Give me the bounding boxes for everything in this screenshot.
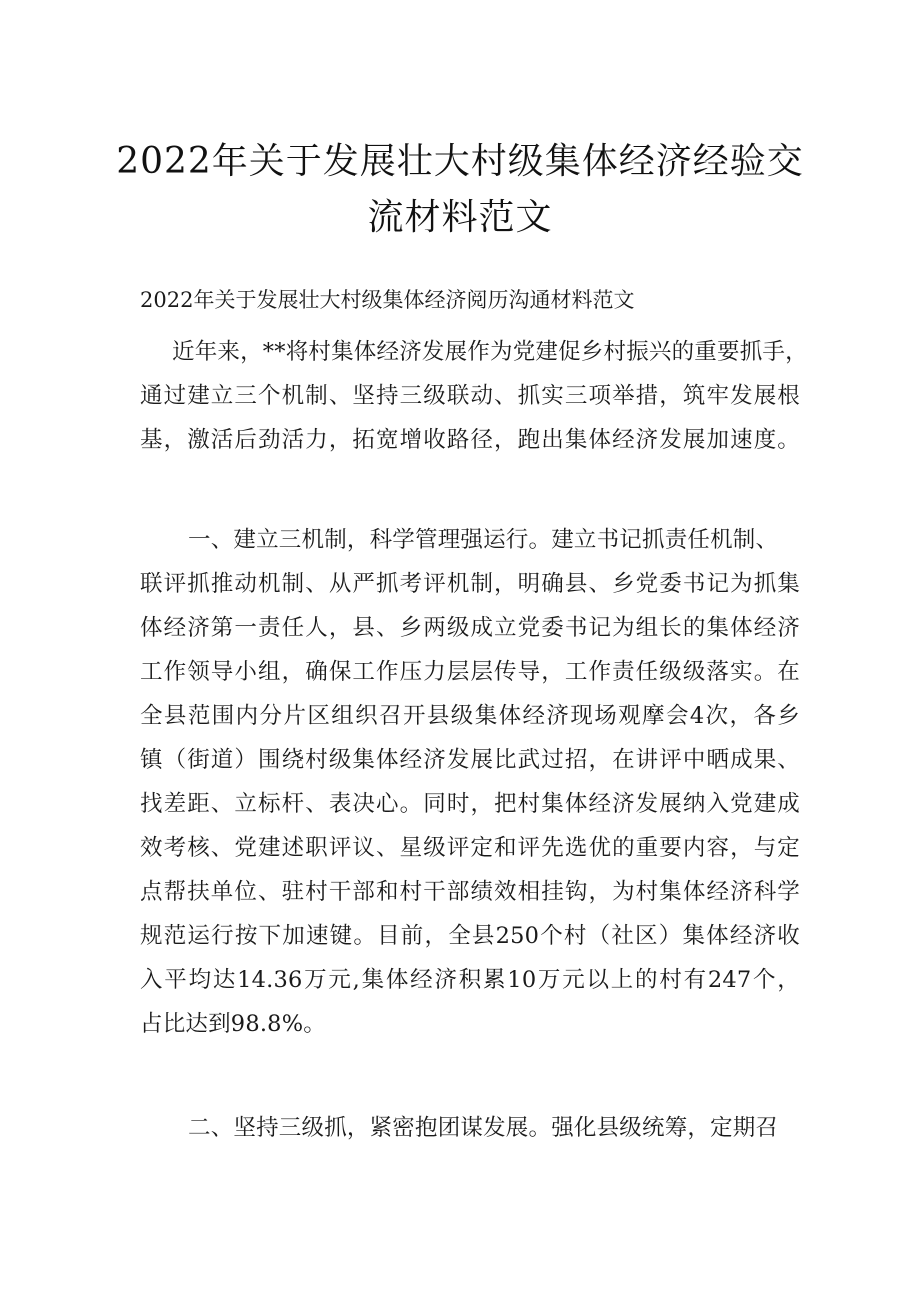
section1-line-7: 找差距、立标杆、表决心。同时，把村集体经济发展纳入党建成 [140, 791, 800, 817]
section1-line-8: 效考核、党建述职评议、星级评定和评先选优的重要内容，与定 [140, 835, 800, 861]
document-title-line-1: 2022年关于发展壮大村级集体经济经验交 [116, 141, 804, 182]
intro-line-3: 基，激活后劲活力，拓宽增收路径，跑出集体经济发展加速度。 [140, 427, 800, 453]
intro-line-1: 近年来，**将村集体经济发展作为党建促乡村振兴的重要抓手， [172, 339, 808, 365]
section1-line-1: 一、建立三机制，科学管理强运行。建立书记抓责任机制、 [188, 527, 779, 553]
section1-line-3: 体经济第一责任人，县、乡两级成立党委书记为组长的集体经济 [140, 615, 800, 641]
section1-line-9: 点帮扶单位、驻村干部和村干部绩效相挂钩，为村集体经济科学 [140, 879, 800, 905]
section1-line-4: 工作领导小组，确保工作压力层层传导，工作责任级级落实。在 [140, 659, 800, 685]
document-subtitle: 2022年关于发展壮大村级集体经济阅历沟通材料范文 [140, 288, 635, 312]
intro-line-2: 通过建立三个机制、坚持三级联动、抓实三项举措，筑牢发展根 [140, 383, 800, 409]
section1-line-6: 镇（街道）围绕村级集体经济发展比武过招，在讲评中晒成果、 [140, 747, 800, 773]
section1-line-2: 联评抓推动机制、从严抓考评机制，明确县、乡党委书记为抓集 [140, 571, 800, 597]
section1-line-10: 规范运行按下加速键。目前，全县250个村（社区）集体经济收 [140, 923, 800, 949]
document-title-line-2: 流材料范文 [367, 197, 553, 238]
section1-line-5: 全县范围内分片区组织召开县级集体经济现场观摩会4次，各乡 [140, 703, 800, 729]
section1-line-12: 占比达到98.8%。 [140, 1011, 326, 1037]
section1-line-11: 入平均达14.36万元,集体经济积累10万元以上的村有247个， [140, 967, 800, 993]
section2-line-1: 二、坚持三级抓，紧密抱团谋发展。强化县级统筹，定期召 [188, 1115, 779, 1141]
